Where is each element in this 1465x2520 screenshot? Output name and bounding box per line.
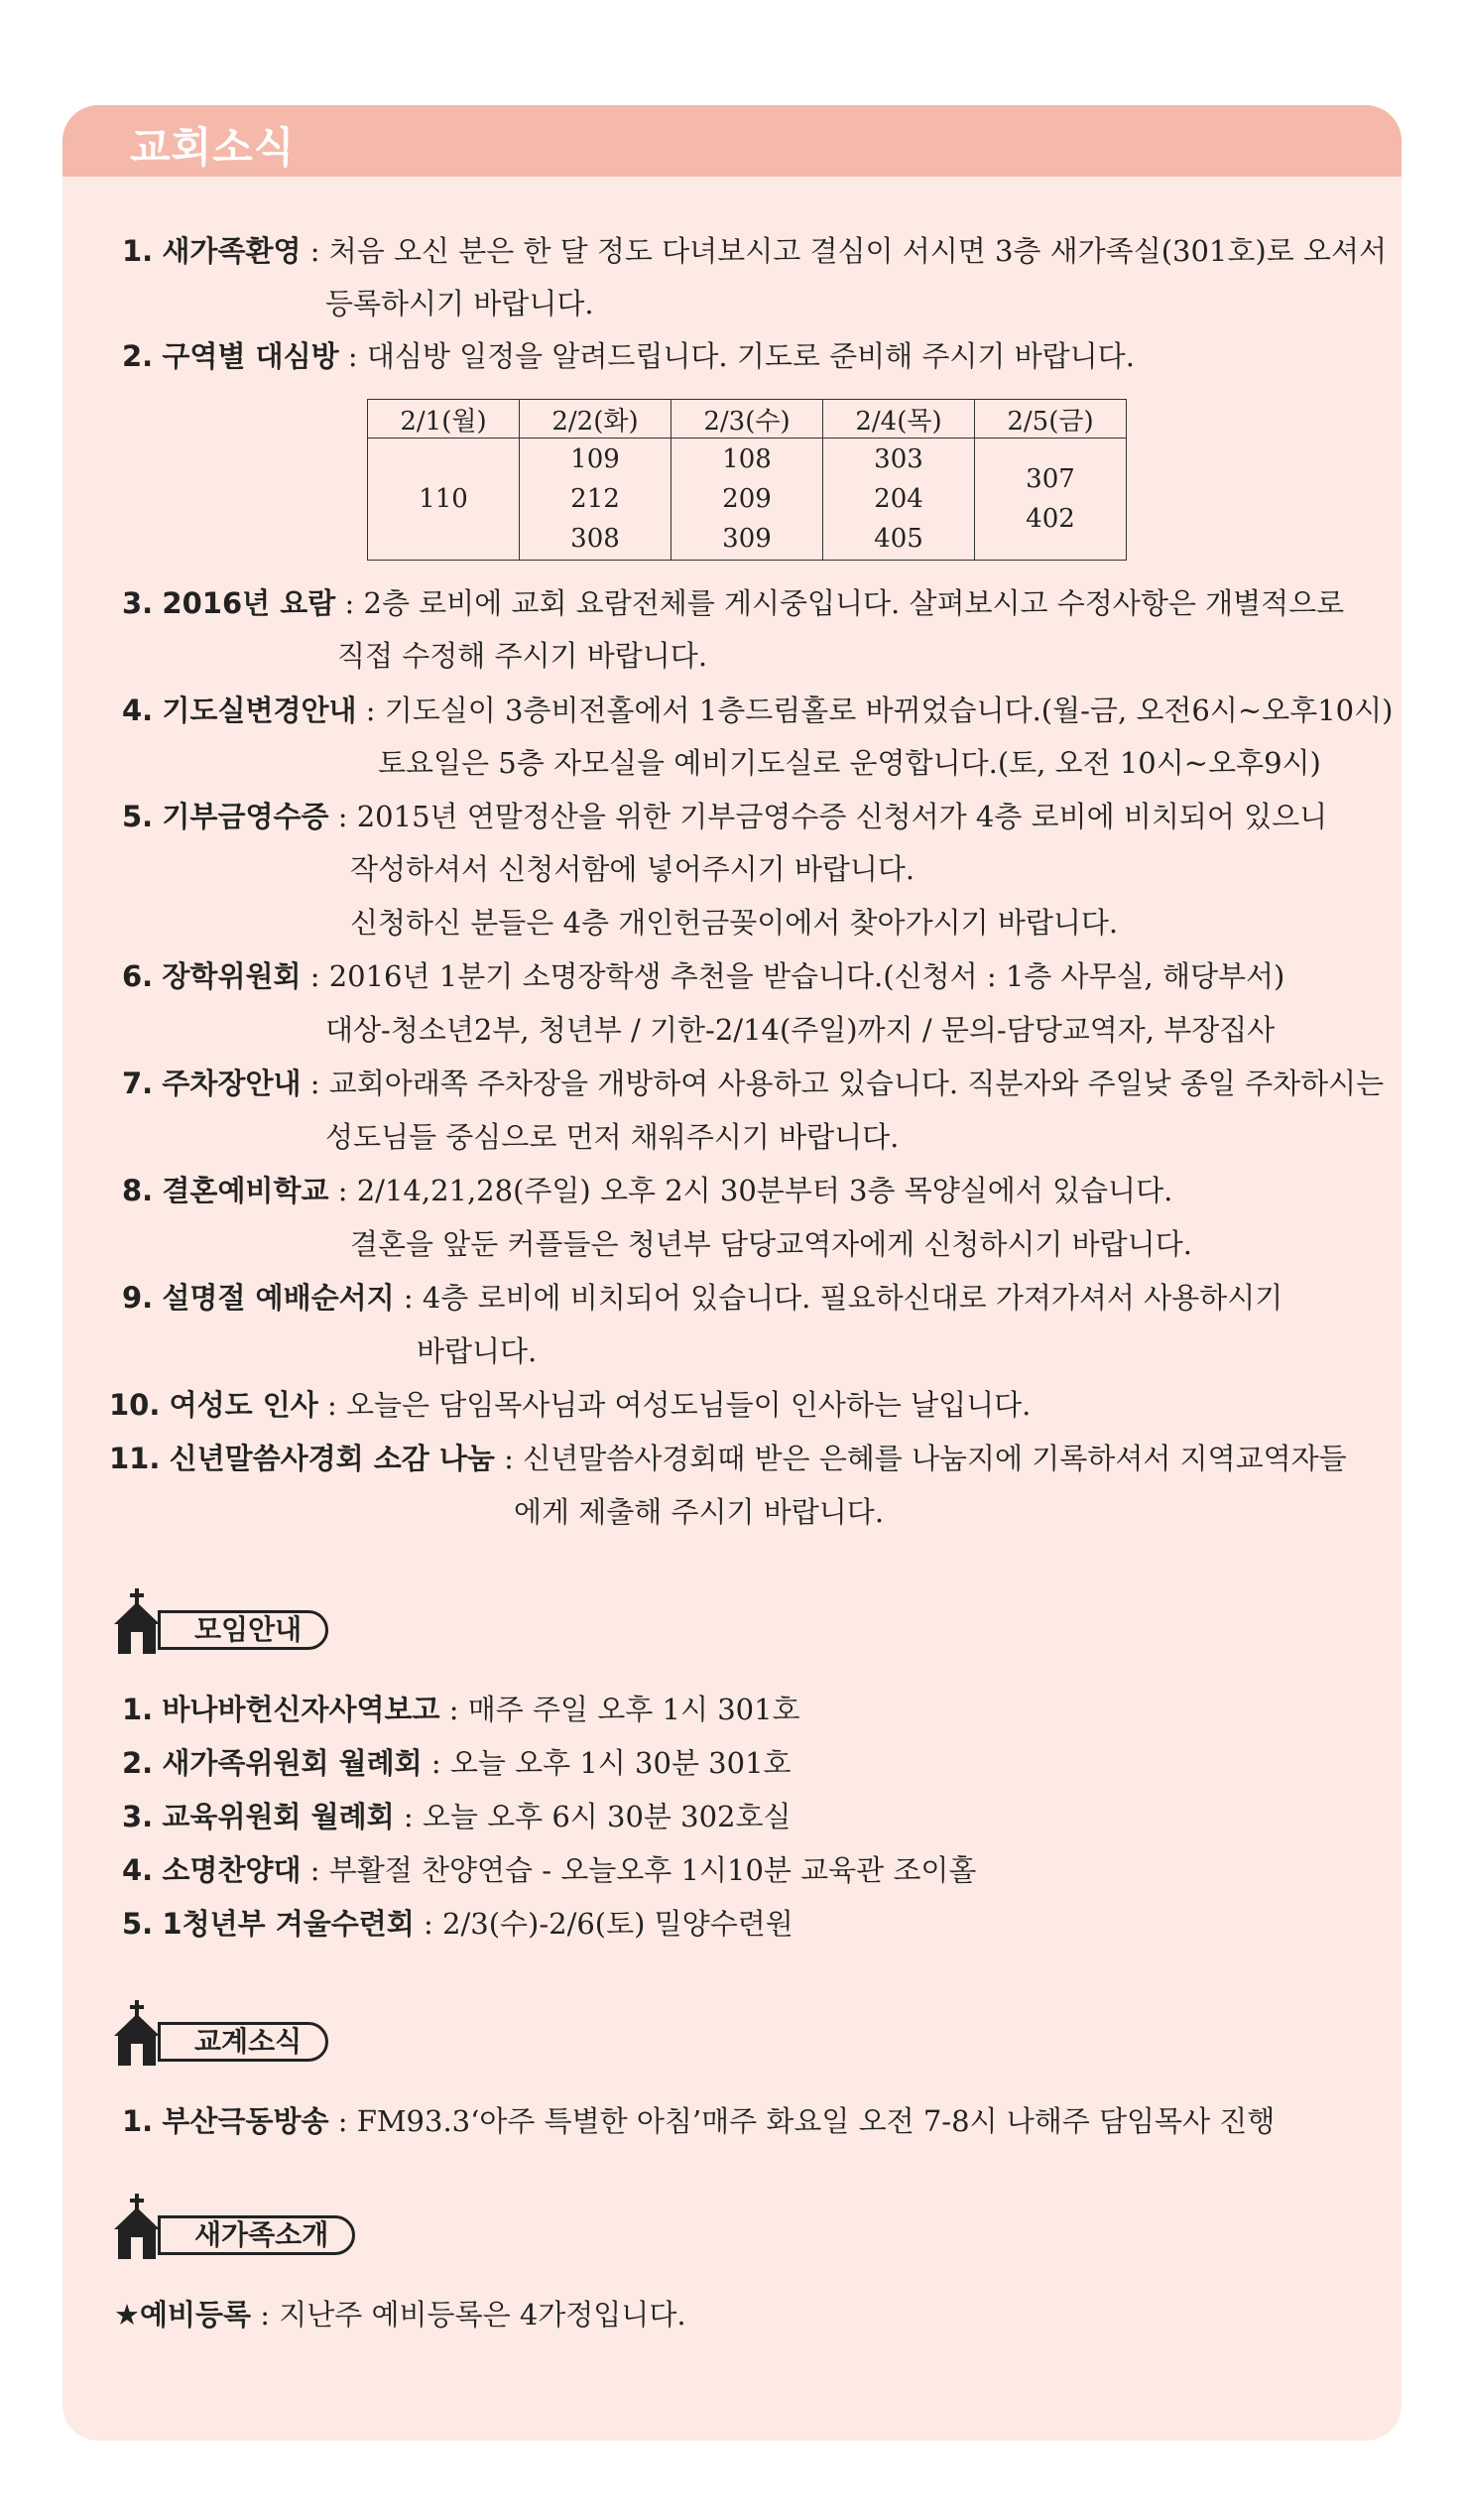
meeting-item-1: 1. 바나바헌신자사역보고 : 매주 주일 오후 1시 301호 xyxy=(122,1693,800,1726)
panel-header xyxy=(62,105,1402,177)
schedule-cell: 109 212 308 xyxy=(520,439,671,561)
news-item-9-cont: 바랍니다. xyxy=(417,1334,538,1368)
section-title: 교계소식 xyxy=(158,2022,328,2062)
news-item-8-cont: 결혼을 앞둔 커플들은 청년부 담당교역자에게 신청하시기 바랍니다. xyxy=(350,1227,1192,1261)
schedule-cell: 110 xyxy=(368,439,520,561)
news-item-1: 1. 새가족환영 : 처음 오신 분은 한 달 정도 다녀보시고 결심이 서시면 3층 새가족실(301호)로 오셔서 xyxy=(122,234,1387,268)
section-header-meetings xyxy=(114,1588,402,1654)
newfamily-line: ★예비등록 : 지난주 예비등록은 4가정입니다. xyxy=(114,2298,686,2331)
schedule-header: 2/1(월) xyxy=(368,400,520,439)
schedule-header: 2/2(화) xyxy=(520,400,671,439)
visit-schedule-table xyxy=(367,399,1127,561)
schedule-header: 2/4(목) xyxy=(823,400,975,439)
news-item-5: 5. 기부금영수증 : 2015년 연말정산을 위한 기부금영수증 신청서가 4층 로비에 비치되어 있으니 xyxy=(122,800,1328,833)
denomination-item-1: 1. 부산극동방송 : FM93.3‘아주 특별한 아침’매주 화요일 오전 7-8시 나해주 담임목사 진행 xyxy=(122,2104,1276,2138)
news-item-8: 8. 결혼예비학교 : 2/14,21,28(주일) 오후 2시 30분부터 3층 목양실에서 있습니다. xyxy=(122,1174,1173,1207)
news-item-5-cont: 신청하신 분들은 4층 개인헌금꽂이에서 찾아가시기 바랍니다. xyxy=(350,906,1119,940)
section-title: 새가족소개 xyxy=(158,2215,355,2255)
news-item-7-cont: 성도님들 중심으로 먼저 채워주시기 바랍니다. xyxy=(325,1120,900,1154)
news-item-4: 4. 기도실변경안내 : 기도실이 3층비전홀에서 1층드림홀로 바뀌었습니다.(월-금, 오전6시~오후10시) xyxy=(122,693,1394,727)
schedule-header: 2/5(금) xyxy=(975,400,1127,439)
news-item-2: 2. 구역별 대심방 : 대심방 일정을 알려드립니다. 기도로 준비해 주시기 바랍니다. xyxy=(122,339,1135,373)
news-item-10: 10. 여성도 인사 : 오늘은 담임목사님과 여성도님들이 인사하는 날입니다. xyxy=(109,1388,1032,1422)
section-header-newfamily xyxy=(114,2194,402,2259)
schedule-cell: 307 402 xyxy=(975,439,1127,561)
meeting-item-5: 5. 1청년부 겨울수련회 : 2/3(수)-2/6(토) 밀양수련원 xyxy=(122,1907,794,1941)
meeting-item-2: 2. 새가족위원회 월례회 : 오늘 오후 1시 30분 301호 xyxy=(122,1746,792,1780)
news-item-6-cont: 대상-청소년2부, 청년부 / 기한-2/14(주일)까지 / 문의-담당교역자, 부장집사 xyxy=(325,1013,1276,1047)
news-item-7: 7. 주차장안내 : 교회아래쪽 주차장을 개방하여 사용하고 있습니다. 직분자와 주일낮 종일 주차하시는 xyxy=(122,1067,1385,1100)
meeting-item-4: 4. 소명찬양대 : 부활절 찬양연습 - 오늘오후 1시10분 교육관 조이홀 xyxy=(122,1853,977,1887)
section-title: 모임안내 xyxy=(158,1610,328,1650)
news-item-1-cont: 등록하시기 바랍니다. xyxy=(325,287,594,320)
news-item-4-cont: 토요일은 5층 자모실을 예비기도실로 운영합니다.(토, 오전 10시~오후9시) xyxy=(378,746,1321,780)
news-item-11-cont: 에게 제출해 주시기 바랍니다. xyxy=(514,1495,885,1529)
news-item-5-cont: 작성하셔서 신청서함에 넣어주시기 바랍니다. xyxy=(350,852,916,886)
meeting-item-3: 3. 교육위원회 월례회 : 오늘 오후 6시 30분 302호실 xyxy=(122,1800,792,1833)
news-item-3: 3. 2016년 요람 : 2층 로비에 교회 요람전체를 게시중입니다. 살펴보시고 수정사항은 개별적으로 xyxy=(122,586,1345,620)
schedule-header: 2/3(수) xyxy=(671,400,823,439)
section-header-denomination xyxy=(114,2000,402,2066)
news-item-3-cont: 직접 수정해 주시기 바랍니다. xyxy=(337,639,708,673)
schedule-cell: 108 209 309 xyxy=(671,439,823,561)
panel-title: 교회소식 xyxy=(130,123,296,172)
news-item-9: 9. 설명절 예배순서지 : 4층 로비에 비치되어 있습니다. 필요하신대로 가져가셔서 사용하시기 xyxy=(122,1281,1283,1315)
news-item-6: 6. 장학위원회 : 2016년 1분기 소명장학생 추천을 받습니다.(신청서 : 1층 사무실, 해당부서) xyxy=(122,959,1285,993)
news-item-11: 11. 신년말씀사경회 소감 나눔 : 신년말씀사경회때 받은 은혜를 나눔지에 기록하셔서 지역교역자들 xyxy=(109,1442,1347,1475)
church-news-panel xyxy=(62,105,1402,2441)
schedule-cell: 303 204 405 xyxy=(823,439,975,561)
